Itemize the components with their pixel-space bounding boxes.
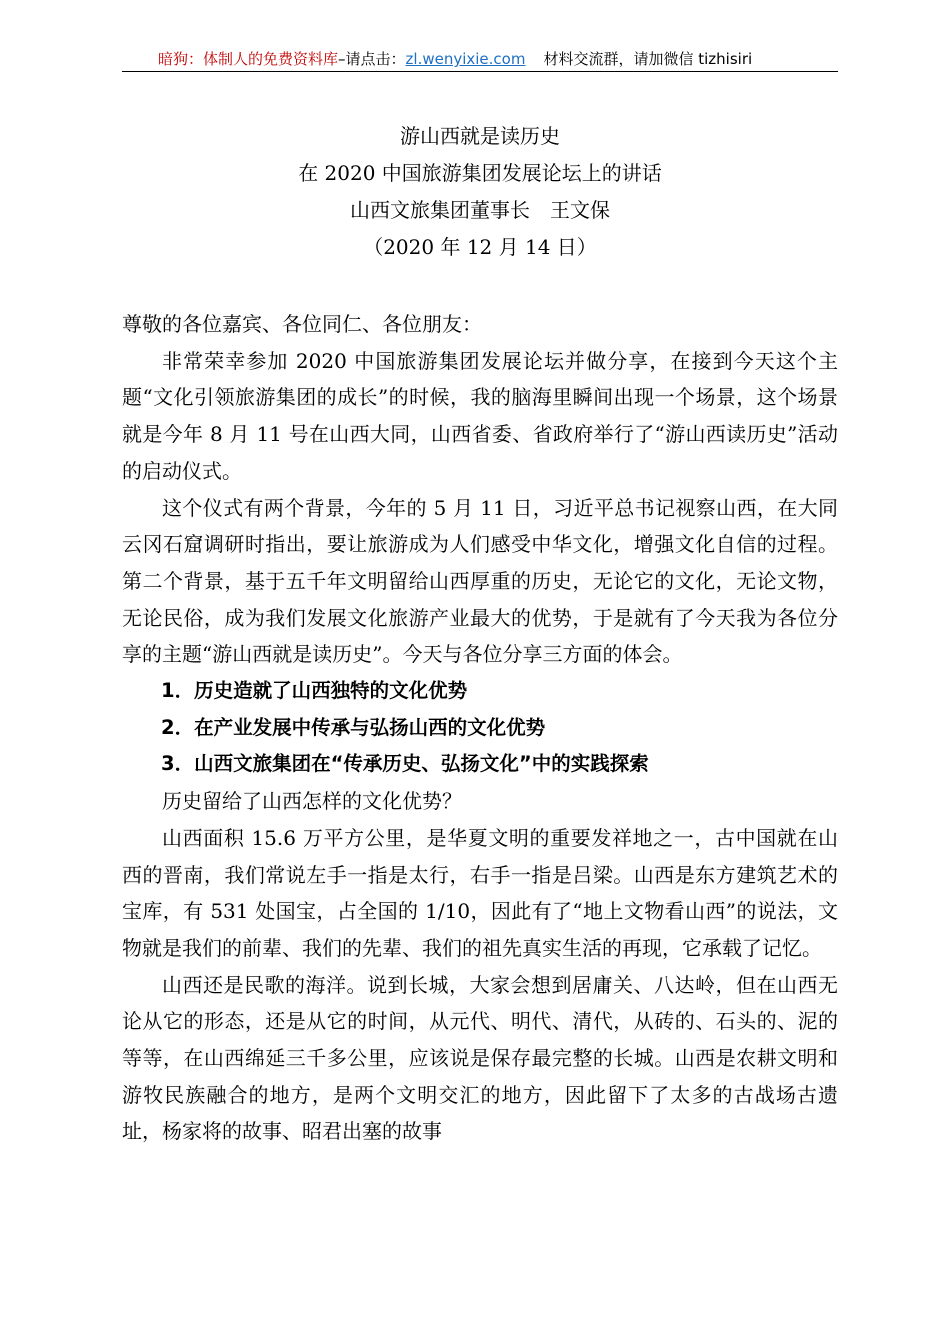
paragraph: 山西面积 15.6 万平方公里，是华夏文明的重要发祥地之一，古中国就在山西的晋南，我们常说左手一指是太行，右手一指是吕梁。山西是东方建筑艺术的宝库，有 531 处国宝，占全国的 1/10，因此有了“地上文物看山西”的说法，文物就是我们的前辈、我们的先辈、我们的祖先真实生活的再现，它承载了记忆。 <box>122 825 838 960</box>
paragraph: 历史留给了山西怎样的文化优势？ <box>162 789 462 814</box>
section-heading: 3．山西文旅集团在“传承历史、弘扬文化”中的实践探索 <box>161 752 649 776</box>
page-header <box>122 46 838 72</box>
header-group: 材料交流群，请加微信 tizhisiri <box>543 50 753 68</box>
header-brand: 暗狗：体制人的免费资料库 <box>158 50 339 68</box>
header-divider <box>122 71 838 72</box>
paragraph: 山西还是民歌的海洋。说到长城，大家会想到居庸关、八达岭，但在山西无论从它的形态，还是从它的时间，从元代、明代、清代，从砖的、石头的、泥的等等，在山西绵延三千多公里，应该说是保存最完整的长城。山西是农耕文明和游牧民族融合的地方，是两个文明交汇的地方，因此留下了太多的古战场古遗址，杨家将的故事、昭君出塞的故事 <box>122 972 838 1144</box>
document-title: 游山西就是读历史 <box>400 124 560 148</box>
document-speaker: 山西文旅集团董事长 王文保 <box>350 198 610 222</box>
section-heading: 1．历史造就了山西独特的文化优势 <box>161 679 468 703</box>
document-date: （2020 年 12 月 14 日） <box>363 235 597 259</box>
header-prompt: –请点击： <box>338 50 406 68</box>
document-subtitle: 在 2020 中国旅游集团发展论坛上的讲话 <box>298 161 662 185</box>
title-block <box>122 118 838 266</box>
header-link[interactable]: zl.wenyixie.com <box>405 50 526 68</box>
document-body <box>122 306 838 1150</box>
greeting: 尊敬的各位嘉宾、各位同仁、各位朋友： <box>122 312 482 336</box>
paragraph: 非常荣幸参加 2020 中国旅游集团发展论坛并做分享，在接到今天这个主题“文化引领旅游集团的成长”的时候，我的脑海里瞬间出现一个场景，这个场景就是今年 8 月 11 号在山西大同，山西省委、省政府举行了“游山西读历史”活动的启动仪式。 <box>122 348 838 483</box>
paragraph: 这个仪式有两个背景，今年的 5 月 11 日，习近平总书记视察山西，在大同云冈石窟调研时指出，要让旅游成为人们感受中华文化，增强文化自信的过程。第二个背景，基于五千年文明留给山西厚重的历史，无论它的文化，无论文物，无论民俗，成为我们发展文化旅游产业最大的优势，于是就有了今天我为各位分享的主题“游山西就是读历史”。今天与各位分享三方面的体会。 <box>122 495 838 667</box>
section-heading: 2．在产业发展中传承与弘扬山西的文化优势 <box>161 715 546 739</box>
